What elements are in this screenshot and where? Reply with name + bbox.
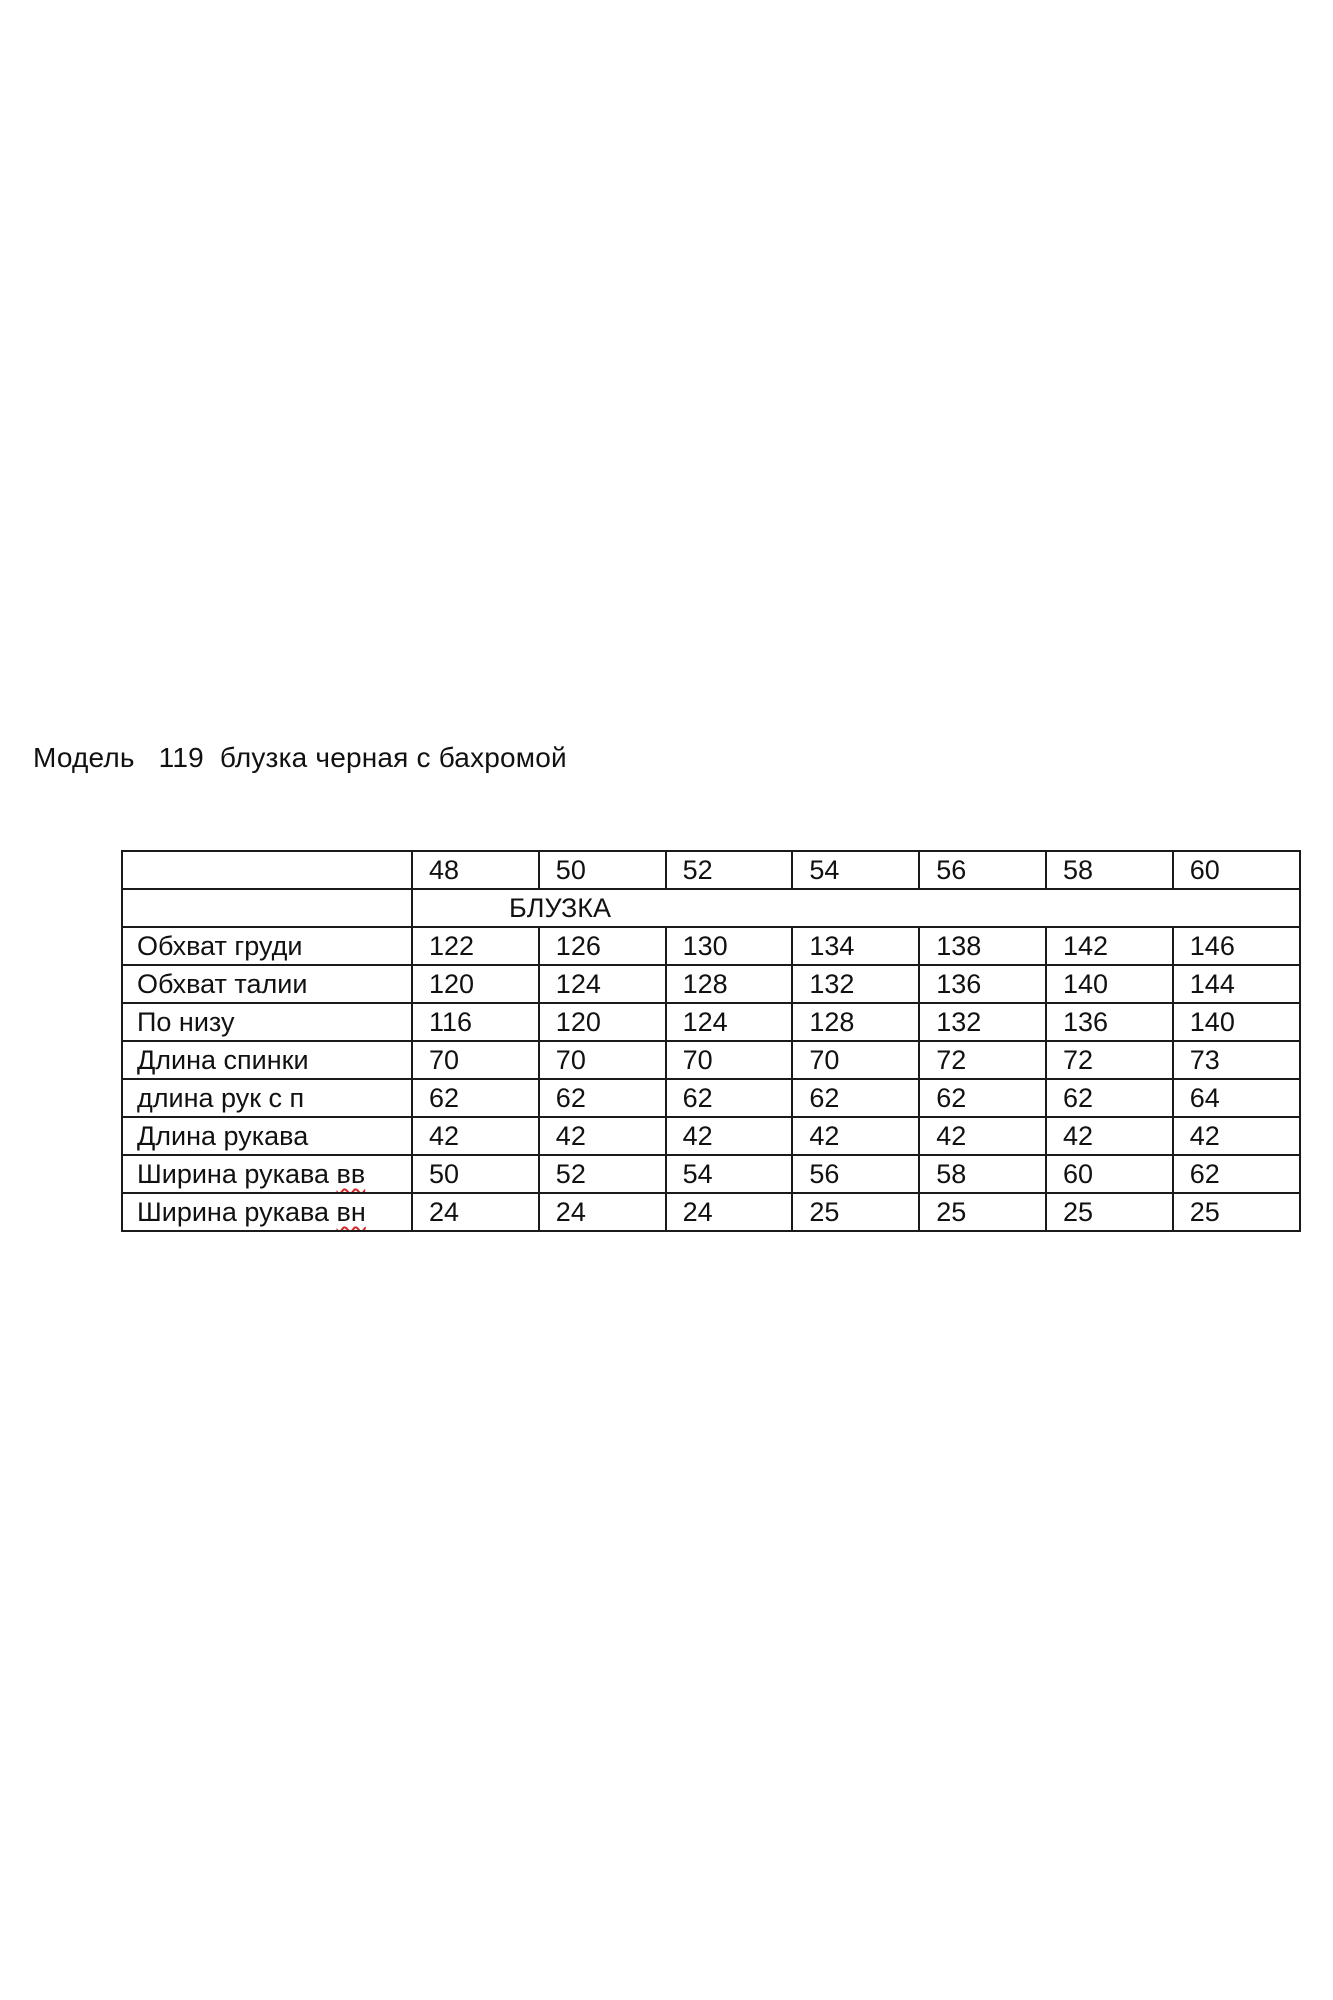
- table-cell: 70: [412, 1041, 539, 1079]
- row-label: [122, 1193, 412, 1231]
- row-label: [122, 1155, 412, 1193]
- table-cell: 70: [666, 1041, 793, 1079]
- table-cell: 72: [919, 1041, 1046, 1079]
- table-cell: 50: [412, 1155, 539, 1193]
- empty-corner-cell: [122, 851, 412, 889]
- size-table: [121, 850, 1301, 1232]
- document-title: Модель 119 блузка черная с бахромой: [33, 742, 567, 773]
- table-row: [122, 1003, 1300, 1041]
- size-header-cell: 60: [1173, 851, 1300, 889]
- table-cell: 128: [792, 1003, 919, 1041]
- row-label-prefix: Ширина рукава: [137, 1159, 337, 1189]
- table-cell: 52: [539, 1155, 666, 1193]
- row-label: Длина спинки: [122, 1041, 412, 1079]
- row-label-abbrev: вв: [336, 1159, 366, 1189]
- table-cell: 58: [919, 1155, 1046, 1193]
- size-header-cell: 52: [666, 851, 793, 889]
- table-cell: 73: [1173, 1041, 1300, 1079]
- table-cell: 24: [412, 1193, 539, 1231]
- table-cell: 24: [666, 1193, 793, 1231]
- table-cell: 42: [666, 1117, 793, 1155]
- garment-label: БЛУЗКА: [412, 889, 1300, 927]
- row-label-prefix: Ширина рукава: [137, 1197, 337, 1227]
- size-header-cell: 50: [539, 851, 666, 889]
- table-cell: 70: [792, 1041, 919, 1079]
- table-cell: 25: [792, 1193, 919, 1231]
- table-cell: 70: [539, 1041, 666, 1079]
- table-cell: 130: [666, 927, 793, 965]
- row-label: Обхват груди: [122, 927, 412, 965]
- table-cell: 126: [539, 927, 666, 965]
- table-row: [122, 1117, 1300, 1155]
- table-row: [122, 965, 1300, 1003]
- table-cell: 140: [1046, 965, 1173, 1003]
- size-header-cell: 54: [792, 851, 919, 889]
- table-row: [122, 927, 1300, 965]
- table-cell: 64: [1173, 1079, 1300, 1117]
- table-cell: 120: [539, 1003, 666, 1041]
- table-cell: 62: [919, 1079, 1046, 1117]
- table-row: [122, 1041, 1300, 1079]
- table-cell: 42: [919, 1117, 1046, 1155]
- table-cell: 146: [1173, 927, 1300, 965]
- table-cell: 140: [1173, 1003, 1300, 1041]
- garment-row: [122, 889, 1300, 927]
- table-cell: 42: [1046, 1117, 1173, 1155]
- table-row: [122, 1193, 1300, 1231]
- table-cell: 134: [792, 927, 919, 965]
- table-cell: 124: [666, 1003, 793, 1041]
- row-label: длина рук с п: [122, 1079, 412, 1117]
- empty-label-cell: [122, 889, 412, 927]
- table-cell: 136: [919, 965, 1046, 1003]
- table-cell: 42: [539, 1117, 666, 1155]
- row-label: Длина рукава: [122, 1117, 412, 1155]
- table-cell: 124: [539, 965, 666, 1003]
- table-cell: 136: [1046, 1003, 1173, 1041]
- table-cell: 60: [1046, 1155, 1173, 1193]
- table-cell: 42: [792, 1117, 919, 1155]
- table-cell: 25: [1173, 1193, 1300, 1231]
- table-cell: 62: [1046, 1079, 1173, 1117]
- table-cell: 132: [919, 1003, 1046, 1041]
- table-cell: 138: [919, 927, 1046, 965]
- size-header-cell: 48: [412, 851, 539, 889]
- size-header-cell: 56: [919, 851, 1046, 889]
- table-row: [122, 1079, 1300, 1117]
- table-cell: 42: [1173, 1117, 1300, 1155]
- table-cell: 62: [1173, 1155, 1300, 1193]
- table-cell: 116: [412, 1003, 539, 1041]
- row-label: Обхват талии: [122, 965, 412, 1003]
- table-cell: 132: [792, 965, 919, 1003]
- table-cell: 62: [666, 1079, 793, 1117]
- row-label-abbrev: вн: [336, 1197, 366, 1227]
- table-cell: 122: [412, 927, 539, 965]
- table-cell: 62: [792, 1079, 919, 1117]
- table-cell: 120: [412, 965, 539, 1003]
- table-row: [122, 1155, 1300, 1193]
- table-cell: 25: [1046, 1193, 1173, 1231]
- table-cell: 24: [539, 1193, 666, 1231]
- table-cell: 42: [412, 1117, 539, 1155]
- table-cell: 142: [1046, 927, 1173, 965]
- table-cell: 62: [412, 1079, 539, 1117]
- table-cell: 25: [919, 1193, 1046, 1231]
- row-label: По низу: [122, 1003, 412, 1041]
- size-header-cell: 58: [1046, 851, 1173, 889]
- table-cell: 128: [666, 965, 793, 1003]
- table-cell: 72: [1046, 1041, 1173, 1079]
- size-header-row: [122, 851, 1300, 889]
- table-cell: 56: [792, 1155, 919, 1193]
- table-cell: 54: [666, 1155, 793, 1193]
- table-cell: 62: [539, 1079, 666, 1117]
- table-cell: 144: [1173, 965, 1300, 1003]
